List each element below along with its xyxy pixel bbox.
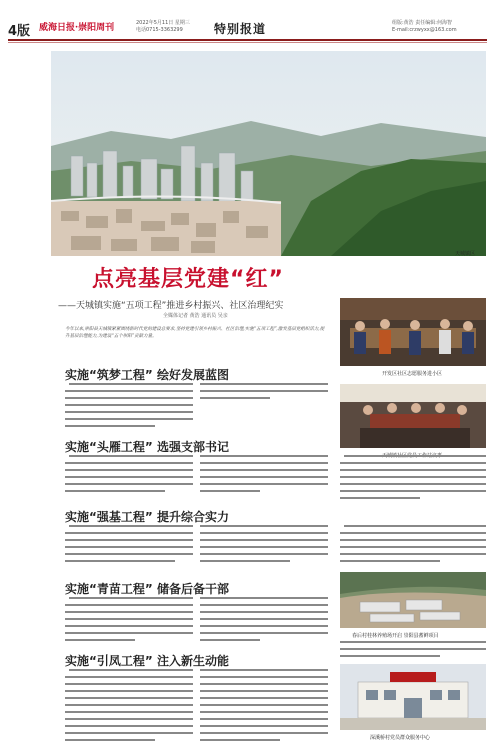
paper-name: 威海日报·崇阳周刊 — [39, 23, 115, 33]
section-4-title: 实施“青苗工程” 储备后备干部 — [65, 582, 229, 596]
text-block — [200, 454, 328, 494]
section-2-body-far — [340, 454, 486, 508]
section-3-body-right — [200, 524, 328, 568]
section-title: 特别报道 — [214, 22, 267, 36]
header-rule — [8, 39, 487, 41]
header-rule-thin — [8, 42, 487, 43]
date-line: 2022年5月11日 星期三 — [136, 20, 190, 26]
text-block — [200, 382, 328, 404]
section-2-heading — [65, 436, 229, 455]
section-1-body-right — [200, 382, 328, 408]
section-5-body-far — [340, 640, 486, 666]
article-headline: 点亮基层党建“红” — [92, 267, 284, 292]
hero-image — [51, 51, 486, 256]
section-4-heading — [65, 578, 229, 597]
section-4-body-left — [65, 596, 193, 646]
photo-farm-image — [340, 572, 486, 628]
photo-meeting-image — [340, 384, 486, 448]
section-1-title: 实施“筑梦工程” 绘好发展蓝图 — [65, 368, 229, 382]
text-block — [340, 454, 486, 504]
section-3-body-left — [65, 524, 193, 568]
photo-farm-caption: 春后村桂林养殖场开启 崇阳县蓄鲜项目 — [352, 633, 439, 639]
text-block — [200, 668, 328, 744]
text-block — [65, 668, 193, 744]
hero-caption: 天城镇区 — [455, 251, 476, 257]
article-byline: 全媒体记者 黄浩 通讯员 吴亲 — [163, 313, 228, 319]
section-5-body-right — [200, 668, 328, 748]
photo-farm — [340, 572, 486, 628]
page-number: 4版 — [8, 24, 31, 39]
text-block — [200, 596, 328, 642]
section-5-title: 实施“引凤工程” 注入新生动能 — [65, 654, 229, 668]
photo-service-center-image — [340, 664, 486, 730]
section-3-title: 实施“强基工程” 提升综合实力 — [65, 510, 229, 524]
article-subhead: ——天城镇实施“五项工程”推进乡村振兴、社区治理纪实 — [58, 301, 284, 311]
text-block — [65, 382, 193, 428]
photo-service-center — [340, 664, 486, 730]
page-header — [0, 0, 494, 44]
section-3-body-far — [340, 524, 486, 572]
photo-volunteer — [340, 298, 486, 366]
section-5-body-left — [65, 668, 193, 748]
article-lead: 今年以来,崇阳县天城镇紧紧围绕新时代党的建设总要求,坚持党建引领乡村振兴、社区治理,实施“五项工程”,激发基层党组织活力,提升基层治理能力,为建设“五个崇阳”贡献力量。 — [65, 327, 325, 339]
email-line: E-mail:crzwyxx@163.com — [392, 27, 457, 33]
text-block — [200, 524, 328, 564]
section-4-body-right — [200, 596, 328, 646]
issue-meta — [136, 20, 190, 34]
section-1-body-left — [65, 382, 193, 432]
section-3-heading — [65, 506, 229, 525]
section-2-title: 实施“头雁工程” 选强支部书记 — [65, 440, 229, 454]
editor-line: 组版:黄浩 责任编辑:何海智 — [392, 20, 452, 26]
editor-meta — [392, 20, 457, 34]
section-2-body-left — [65, 454, 193, 498]
section-5-heading — [65, 650, 229, 669]
section-1-heading — [65, 364, 229, 383]
text-block — [340, 640, 486, 662]
photo-meeting — [340, 384, 486, 448]
text-block — [65, 454, 193, 494]
hero-photo — [51, 51, 486, 256]
text-block — [340, 524, 486, 568]
text-block — [65, 596, 193, 642]
text-block — [65, 524, 193, 564]
photo-volunteer-image — [340, 298, 486, 366]
phone-line: 电话0715-3363299 — [136, 27, 183, 33]
photo-volunteer-caption: 开发区社区志愿服务进小区 — [382, 371, 443, 377]
section-2-body-right — [200, 454, 328, 498]
photo-service-center-caption: 深溪桥村党员群众服务中心 — [370, 735, 431, 741]
